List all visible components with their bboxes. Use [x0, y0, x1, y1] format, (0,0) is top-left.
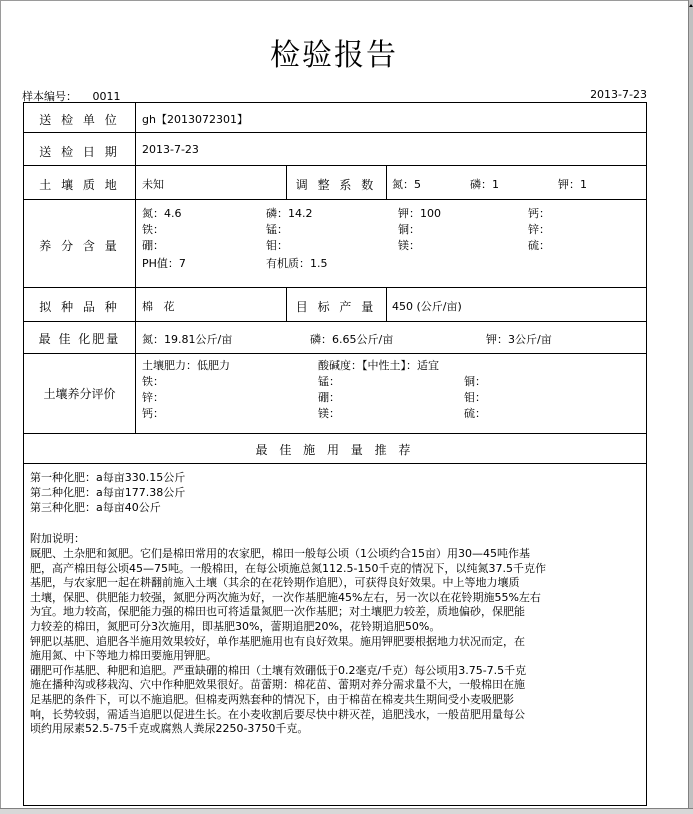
- evaluation-grid: [142, 359, 642, 429]
- nutrient-value: 磷：14.2: [266, 207, 313, 220]
- evaluation-value: 钙：: [142, 407, 164, 420]
- nutrient-value: 镁：: [398, 239, 420, 252]
- nutrient-value: 钾：100: [398, 207, 441, 220]
- column-divider: [386, 165, 387, 199]
- nutrient-value: 钙：: [528, 207, 550, 220]
- nutrient-value: 有机质：1.5: [266, 257, 328, 270]
- window-top-border: [0, 0, 693, 1]
- sample-number-label: 样本编号：: [22, 90, 77, 103]
- row-divider: [24, 165, 646, 166]
- row-divider: [24, 463, 646, 464]
- recommend-line: 第一种化肥：a每亩330.15公斤: [30, 471, 186, 484]
- evaluation-value: 锰：: [318, 375, 340, 388]
- evaluation-value: 土壤肥力：低肥力: [142, 359, 230, 372]
- scroll-up-icon[interactable]: [689, 4, 693, 7]
- sender-label: 送 检 单 位: [39, 113, 120, 127]
- crop-value: 棉 花: [142, 300, 175, 313]
- report-table: [23, 102, 647, 806]
- best-n: 氮：19.81公斤/亩: [142, 333, 233, 346]
- best-k: 钾：3公斤/亩: [486, 333, 552, 346]
- row-divider: [24, 353, 646, 354]
- row-divider: [24, 199, 646, 200]
- evaluation-value: 硫：: [464, 407, 486, 420]
- nutrient-value: PH值：7: [142, 257, 186, 270]
- best-label: 最 佳 化肥量: [38, 332, 121, 346]
- recommend-line: 第三种化肥：a每亩40公斤: [30, 501, 161, 514]
- evaluation-value: 酸碱度：【中性土】：适宜: [318, 359, 439, 372]
- evaluation-label: 土壤养分评价: [43, 387, 116, 401]
- horizontal-scrollbar[interactable]: [0, 808, 693, 814]
- nutrient-value: 铜：: [398, 223, 420, 236]
- send-date-label: 送 检 日 期: [39, 145, 120, 159]
- report-date: 2013-7-23: [590, 88, 647, 101]
- evaluation-value: 铜：: [464, 375, 486, 388]
- column-divider: [386, 287, 387, 321]
- sender-value: gh【2013072301】: [142, 113, 248, 126]
- evaluation-value: 铁：: [142, 375, 164, 388]
- nutrients-label: 养 分 含 量: [39, 239, 120, 253]
- crop-label: 拟 种 品 种: [39, 300, 120, 314]
- evaluation-value: 钼：: [464, 391, 486, 404]
- nutrient-value: 硼：: [142, 239, 164, 252]
- row-divider: [24, 287, 646, 288]
- nutrient-value: 铁：: [142, 223, 164, 236]
- report-title: 检验报告: [270, 38, 398, 73]
- vertical-scrollbar[interactable]: [688, 0, 693, 814]
- nutrient-value: 锰：: [266, 223, 288, 236]
- nutrient-value: 硫：: [528, 239, 550, 252]
- adjust-k: 钾：1: [558, 178, 587, 191]
- recommend-title: 最 佳 施 用 量 推 荐: [255, 443, 415, 457]
- notes-title: 附加说明：: [30, 532, 85, 545]
- row-divider: [24, 321, 646, 322]
- label-column-divider: [135, 103, 136, 433]
- soil-value: 未知: [142, 178, 164, 191]
- nutrient-value: 锌：: [528, 223, 550, 236]
- nutrient-value: 钼：: [266, 239, 288, 252]
- nutrient-value: 氮：4.6: [142, 207, 182, 220]
- adjust-label: 调 整 系 数: [295, 178, 377, 192]
- row-divider: [24, 132, 646, 133]
- best-p: 磷：6.65公斤/亩: [310, 333, 394, 346]
- adjust-n: 氮：5: [392, 178, 421, 191]
- evaluation-value: 硼：: [318, 391, 340, 404]
- evaluation-value: 锌：: [142, 391, 164, 404]
- target-label: 目 标 产 量: [295, 300, 377, 314]
- notes-text: 厩肥、土杂肥和氮肥。它们是棉田常用的农家肥，棉田一般每公顷（1公顷约合15亩）用30—45吨作基 肥，高产棉田每公顷45—75吨。一般棉田，在每公顷施总氮112.5-150千克的情况下，以纯氮37.5千克作 基肥，与农家肥一起在耕翻前施入土壤（其余的在花铃期作追肥），可获得良好效果。中上等地力壤质 土壤，保肥、供肥能力较强，氮肥分两次施为好，一次作基肥施45%左右，另一次以在花铃期施55%左右 为宜。地力较高，保肥能力强的棉田也可将适量氮肥一次作基肥；对土壤肥力较差，质地偏砂，保肥能 力较差的棉田，氮肥可分3次施用，即基肥30%，蕾期追肥20%，花铃期追肥50%。 钾肥以基肥、追肥各半施用效果较好，单作基肥施用也有良好效果。施用钾肥要根据地力状况而定，在 施用氮、中下等地力棉田要施用钾肥。 硼肥可作基肥、种肥和追肥。严重缺硼的棉田（土壤有效硼低于0.2毫克/千克）每公顷用3.75-7.5千克 施在播种沟或移栽沟、穴中作种肥效果很好。苗蕾期：棉花苗、蕾期对养分需求量不大，一般棉田在施 足基肥的条件下，可以不施追肥。但棉麦两熟套种的情况下，由于棉苗在棉麦共生期间受小麦吸肥影 响，长势较弱，需适当追肥以促进生长。在小麦收割后要尽快中耕灭茬，追肥浅水，一般苗肥用量每公 顷约用尿素52.5-75千克或腐熟人粪尿2250-3750千克。: [30, 547, 546, 736]
- recommend-line: 第二种化肥：a每亩177.38公斤: [30, 486, 186, 499]
- row-divider: [24, 433, 646, 434]
- adjust-p: 磷：1: [470, 178, 499, 191]
- send-date-value: 2013-7-23: [142, 143, 199, 156]
- window-left-border: [0, 0, 1, 814]
- soil-label: 土 壤 质 地: [39, 178, 120, 192]
- target-value: 450 (公斤/亩): [392, 300, 462, 313]
- sample-number-value: 0011: [92, 90, 121, 103]
- nutrients-grid: [142, 207, 642, 283]
- evaluation-value: 镁：: [318, 407, 340, 420]
